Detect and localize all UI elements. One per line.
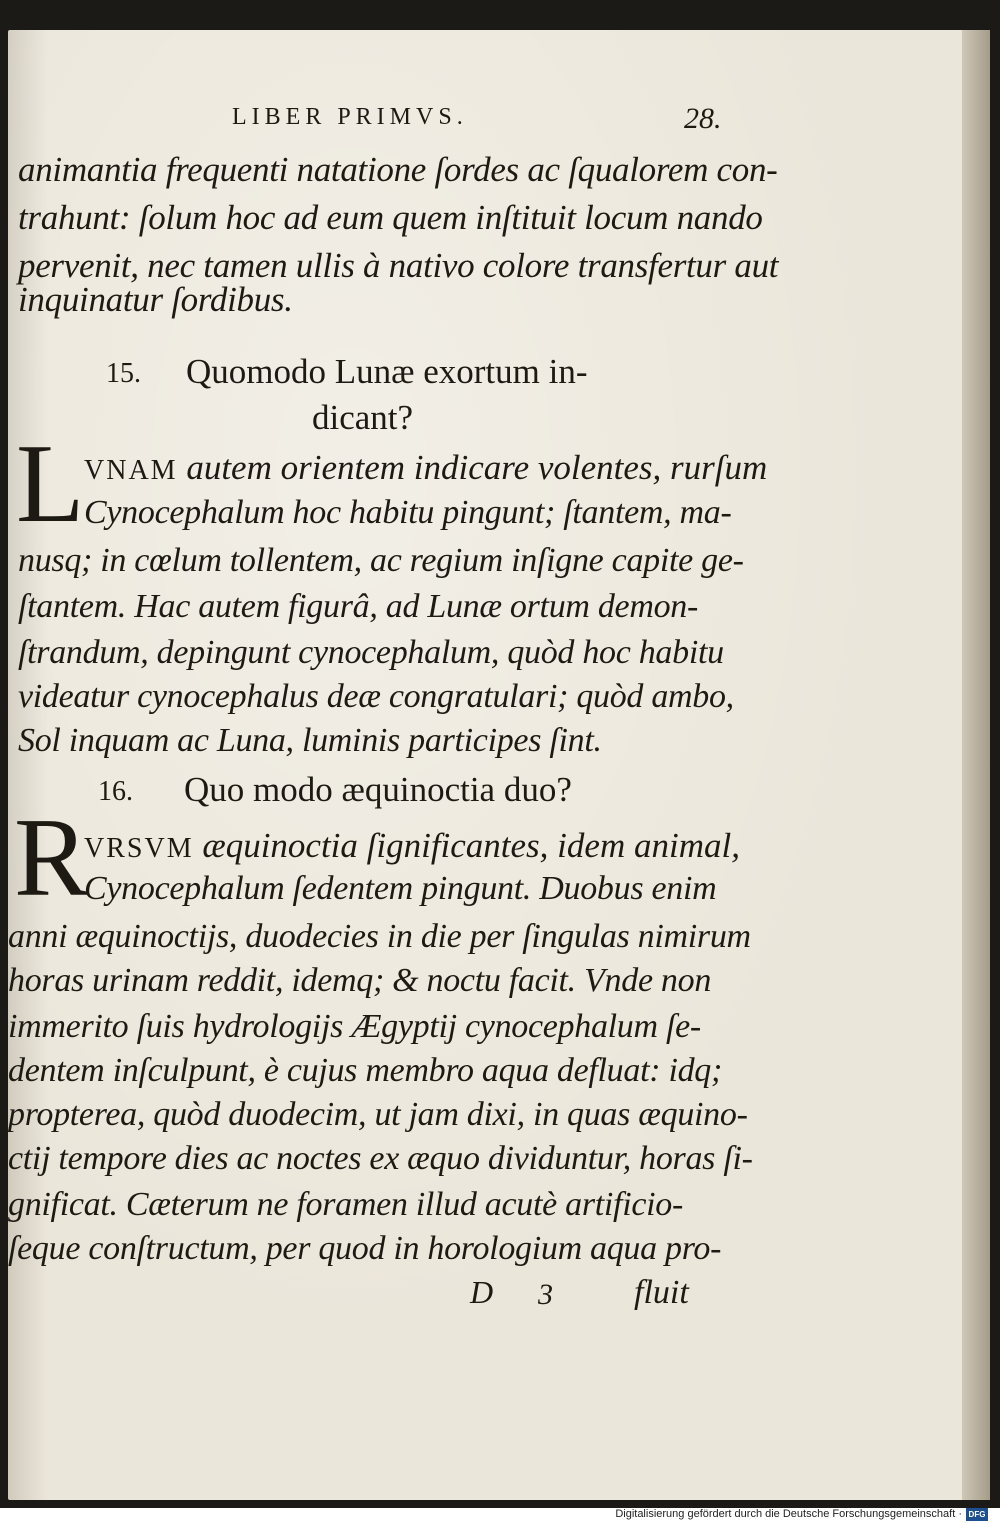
dfg-logo: DFG xyxy=(966,1508,988,1521)
text-line: Sol inquam ac Luna, luminis participes ſint. xyxy=(18,722,602,759)
text-line: trahunt: ſolum hoc ad eum quem inſtituit locum nando xyxy=(18,198,763,237)
section-heading: Quomodo Lunæ exortum in- xyxy=(186,352,588,391)
text-line: dentem inſculpunt, è cujus membro aqua defluat: idq; xyxy=(8,1052,723,1089)
catchword: fluit xyxy=(634,1274,689,1311)
running-head: LIBER PRIMVS. xyxy=(232,104,468,130)
text-line: propterea, quòd duodecim, ut jam dixi, in quas æquino- xyxy=(8,1096,748,1133)
text-line: ctij tempore dies ac noctes ex æquo dividuntur, horas ſi- xyxy=(8,1140,753,1177)
text-line: gnificat. Cæterum ne foramen illud acutè artificio- xyxy=(8,1186,684,1223)
small-caps-lead: VRSVM xyxy=(84,833,194,864)
signature-number: 3 xyxy=(538,1278,553,1311)
text-line: immerito ſuis hydrologijs Ægyptij cynocephalum ſe- xyxy=(8,1008,701,1045)
drop-cap: L xyxy=(16,422,85,546)
text-line: horas urinam reddit, idemq; & noctu facit. Vnde non xyxy=(8,962,712,999)
section-heading: dicant? xyxy=(312,398,414,437)
text-line: anni æquinoctijs, duodecies in die per ſingulas nimirum xyxy=(8,918,751,955)
text-line xyxy=(84,448,767,488)
text-line: Cynocephalum hoc habitu pingunt; ſtantem, ma- xyxy=(84,494,732,531)
text-line: ſtantem. Hac autem figurâ, ad Lunæ ortum demon- xyxy=(18,588,699,625)
section-heading: Quo modo æquinoctia duo? xyxy=(184,770,572,809)
signature-mark: D xyxy=(470,1274,494,1310)
small-caps-lead: VNAM xyxy=(84,455,178,486)
text-line: pervenit, nec tamen ullis à nativo colore transfertur aut xyxy=(18,246,779,285)
section-number: 15. xyxy=(106,358,141,389)
text-line xyxy=(84,826,740,866)
text-line: ſtrandum, depingunt cynocephalum, quòd hoc habitu xyxy=(18,634,724,671)
section-number: 16. xyxy=(98,776,133,807)
digitization-credit: Digitalisierung gefördert durch die Deutsche Forschungsgemeinschaft · xyxy=(615,1508,962,1520)
text-line: videatur cynocephalus deæ congratulari; quòd ambo, xyxy=(18,678,734,715)
text-line: nusq; in cœlum tollentem, ac regium inſigne capite ge- xyxy=(18,542,744,579)
text-line: inquinatur ſordibus. xyxy=(18,280,293,319)
text-span: æquinoctia ſignificantes, idem animal, xyxy=(202,826,740,865)
text-span: autem orientem indicare volentes, rurſum xyxy=(186,448,768,487)
text-line: Cynocephalum ſedentem pingunt. Duobus enim xyxy=(84,870,717,907)
text-line: ſeque conſtructum, per quod in horologium aqua pro- xyxy=(8,1230,722,1267)
drop-cap: R xyxy=(14,796,89,920)
page-edge xyxy=(962,30,990,1500)
text-line: animantia frequenti natatione ſordes ac ſqualorem con- xyxy=(18,150,778,189)
page-number: 28. xyxy=(684,102,722,135)
